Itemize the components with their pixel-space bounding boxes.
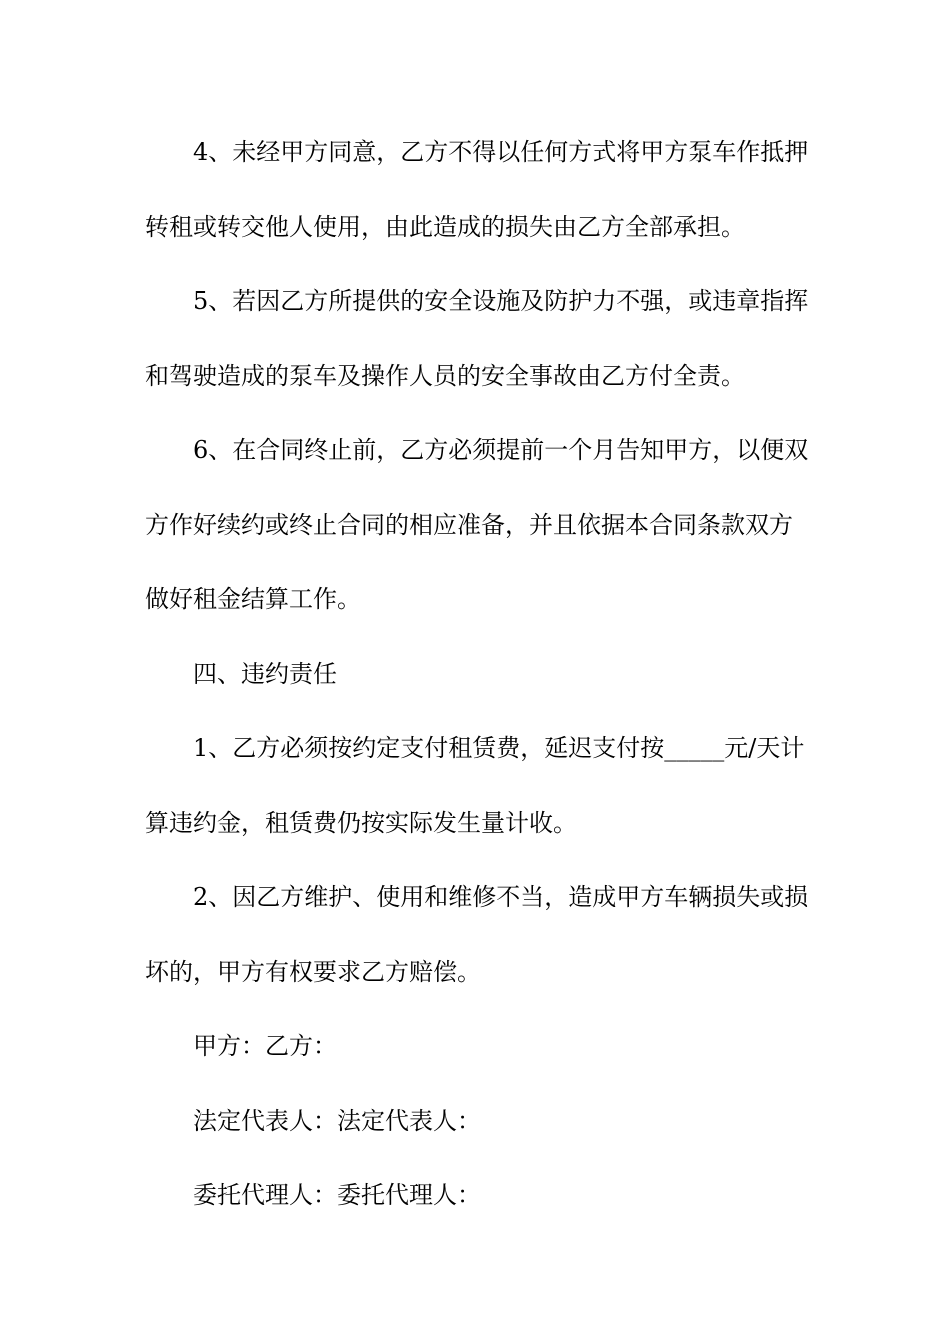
- signature-authorized-agent: 委托代理人：委托代理人：: [193, 1181, 481, 1209]
- signature-legal-representative: 法定代表人：法定代表人：: [193, 1106, 481, 1135]
- clause-6-line-2: 方作好续约或终止合同的相应准备，并且依据本合同条款双方: [145, 510, 793, 539]
- section-heading-liability: 四、违约责任: [193, 659, 337, 688]
- clause-5-line-1: 5、若因乙方所提供的安全设施及防护力不强，或违章指挥: [193, 287, 809, 315]
- clause-5-line-2: 和驾驶造成的泵车及操作人员的安全事故由乙方付全责。: [145, 361, 745, 390]
- liability-2-line-1: 2、因乙方维护、使用和维修不当，造成甲方车辆损失或损: [193, 883, 809, 911]
- liability-1-line-2: 算违约金，租赁费仍按实际发生量计收。: [145, 808, 577, 837]
- clause-6-line-3: 做好租金结算工作。: [145, 585, 361, 613]
- liability-2-line-2: 坏的，甲方有权要求乙方赔偿。: [145, 957, 481, 986]
- clause-4-line-2: 转租或转交他人使用，由此造成的损失由乙方全部承担。: [145, 212, 745, 241]
- signature-parties: 甲方：乙方：: [193, 1032, 337, 1060]
- document-body: [145, 128, 810, 1246]
- liability-1-line-1: 1、乙方必须按约定支付租赁费，延迟支付按_____元/天计: [193, 734, 805, 762]
- clause-6-line-1: 6、在合同终止前，乙方必须提前一个月告知甲方，以便双: [193, 436, 809, 464]
- clause-4-line-1: 4、未经甲方同意，乙方不得以任何方式将甲方泵车作抵押: [193, 138, 809, 166]
